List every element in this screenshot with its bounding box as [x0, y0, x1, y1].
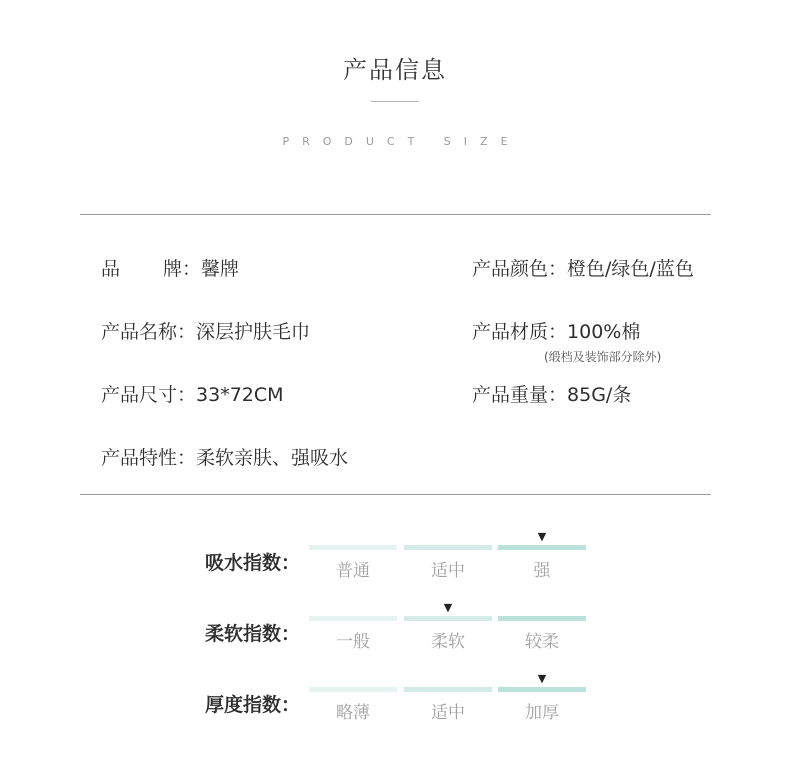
weight-value: 85G/条 [567, 384, 632, 406]
material-note: (缎档及装饰部分除外) [544, 350, 662, 364]
level-label: 一般 [336, 632, 370, 652]
feature-value: 柔软亲肤、强吸水 [196, 447, 349, 469]
level-label: 适中 [431, 561, 465, 581]
level-marker-icon: ▼ [537, 672, 547, 685]
weight-label: 产品重量： [472, 384, 568, 406]
level-label: 加厚 [525, 703, 559, 723]
size-row [101, 380, 284, 407]
weight-row [472, 380, 631, 407]
size-value: 33*72CM [196, 384, 284, 406]
name-label: 产品名称： [101, 321, 197, 343]
page-title: 产品信息 [343, 56, 447, 84]
level-label: 强 [533, 561, 551, 581]
level-bar [404, 687, 492, 692]
feature-label: 产品特性： [101, 447, 197, 469]
size-label: 产品尺寸： [101, 384, 197, 406]
level-bar [309, 545, 397, 550]
name-row [101, 317, 310, 344]
absorbency-index-label: 吸水指数： [205, 552, 301, 574]
bottom-divider [80, 494, 711, 495]
level-bar [498, 616, 586, 621]
material-label: 产品材质： [472, 321, 568, 343]
color-row [472, 254, 694, 281]
title-divider [371, 101, 419, 102]
level-bar [404, 616, 492, 621]
material-value: 100%棉 [567, 321, 641, 343]
brand-row [101, 254, 239, 281]
level-bar [309, 687, 397, 692]
level-label: 柔软 [431, 632, 465, 652]
name-value: 深层护肤毛巾 [196, 321, 311, 343]
level-label: 适中 [431, 703, 465, 723]
level-label: 较柔 [525, 632, 559, 652]
level-label: 略薄 [336, 703, 370, 723]
level-marker-icon: ▼ [537, 530, 547, 543]
brand-label: 品牌 [101, 258, 182, 280]
level-bar [498, 545, 586, 550]
level-bar [309, 616, 397, 621]
page-subtitle: PRODUCT SIZE [282, 135, 521, 148]
color-value: 橙色/绿色/蓝色 [567, 258, 694, 280]
color-label: 产品颜色： [472, 258, 568, 280]
feature-row [101, 443, 348, 470]
level-marker-icon: ▼ [443, 601, 453, 614]
level-label: 普通 [336, 561, 370, 581]
level-bar [404, 545, 492, 550]
thickness-index-label: 厚度指数： [205, 694, 301, 716]
brand-value: ：馨牌 [182, 258, 240, 280]
material-row [472, 317, 640, 344]
softness-index-label: 柔软指数： [205, 623, 301, 645]
level-bar [498, 687, 586, 692]
top-divider [80, 214, 711, 215]
